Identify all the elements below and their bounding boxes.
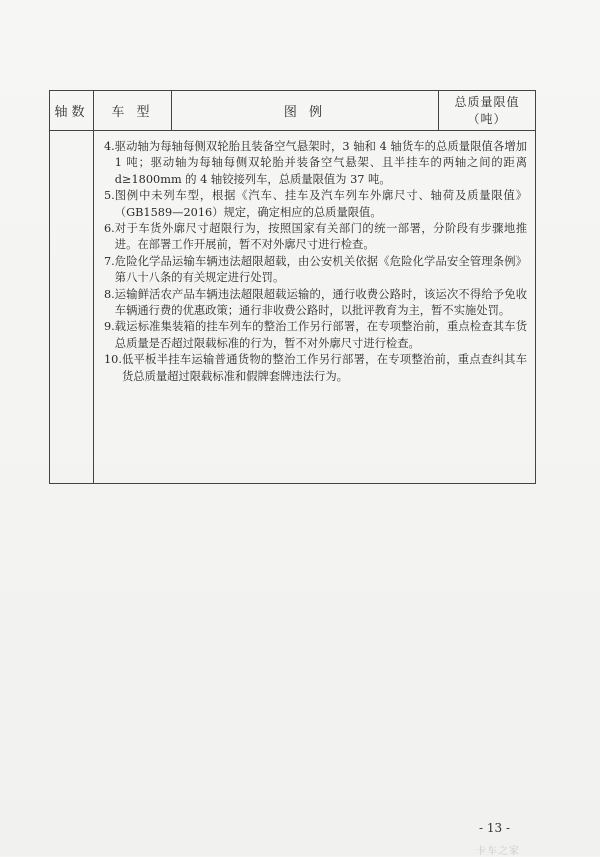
note-number: 7. bbox=[104, 254, 115, 268]
header-diagram: 图 例 bbox=[172, 91, 439, 131]
notes-left-gutter bbox=[50, 131, 94, 484]
note-text: 低平板半挂车运输普通货物的整治工作另行部署，在专项整治前，重点查纠其车货总质量超过限载标准和假牌套牌违法行为。 bbox=[121, 353, 527, 383]
notes-list bbox=[104, 139, 527, 385]
header-vehicle-type: 车 型 bbox=[94, 91, 172, 131]
note-number: 8. bbox=[104, 287, 115, 301]
note-item bbox=[104, 221, 527, 254]
watermark-text: 卡车之家 bbox=[476, 846, 520, 857]
note-item bbox=[104, 254, 527, 287]
header-total-mass-line1: 总质量限值 bbox=[454, 94, 520, 109]
header-total-mass-line2: （吨） bbox=[467, 111, 507, 126]
note-number: 9. bbox=[104, 320, 115, 334]
note-item bbox=[104, 188, 527, 221]
note-text: 运输鲜活农产品车辆违法超限超载运输的，通行收费公路时，该运次不得给予免收车辆通行费的优惠政策；通行非收费公路时，以批评教育为主，暂不实施处罚。 bbox=[114, 287, 527, 318]
note-text: 载运标准集装箱的挂车列车的整治工作另行部署，在专项整治前，重点检查其车货总质量是否超过限载标准的行为，暂不对外廓尺寸进行检查。 bbox=[114, 320, 527, 350]
note-item bbox=[104, 287, 527, 320]
note-number: 6. bbox=[104, 222, 115, 236]
note-text: 危险化学品运输车辆违法超限超载，由公安机关依据《危险化学品安全管理条例》第八十八条的有关规定进行处罚。 bbox=[114, 254, 527, 285]
note-item bbox=[104, 319, 527, 352]
header-total-mass bbox=[439, 91, 536, 131]
page-number: - 13 - bbox=[479, 821, 511, 835]
note-item bbox=[104, 352, 527, 385]
header-axles: 轴数 bbox=[50, 91, 94, 131]
note-number: 5. bbox=[104, 189, 115, 203]
notes-cell bbox=[94, 131, 536, 484]
note-text: 图例中未列车型，根据《汽车、挂车及汽车列车外廓尺寸、轴荷及质量限值》（GB1589—2016）规定，确定相应的总质量限值。 bbox=[114, 189, 527, 219]
notes-row bbox=[50, 131, 536, 484]
note-item bbox=[104, 139, 527, 188]
note-number: 4. bbox=[104, 140, 115, 153]
note-number: 10. bbox=[104, 353, 122, 367]
note-text: 驱动轴为每轴每侧双轮胎且装备空气悬架时，3 轴和 4 轴货车的总质量限值各增加 1 吨；驱动轴为每轴每侧双轮胎并装备空气悬架、且半挂车的两轴之间的距离 d≥1800mm 的 4 轴铰接列车，总质量限值为 37 吨。 bbox=[114, 140, 527, 186]
table-header-row bbox=[50, 91, 536, 131]
note-text: 对于车货外廓尺寸超限行为，按照国家有关部门的统一部署，分阶段有步骤地推进。在部署工作开展前，暂不对外廓尺寸进行检查。 bbox=[114, 222, 527, 252]
axle-mass-limit-table bbox=[49, 90, 536, 484]
